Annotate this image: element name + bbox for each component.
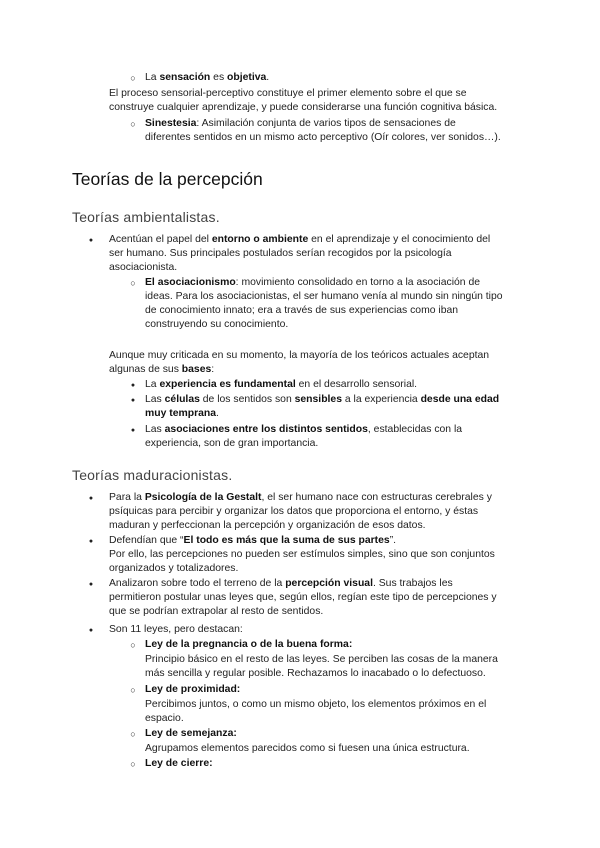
bullet — [86, 623, 96, 638]
bullet — [86, 534, 96, 549]
text-line: algunas de sus bases: — [109, 364, 215, 375]
text-line: asociacionista. — [109, 262, 178, 273]
text-line: Sinestesia: Asimilación conjunta de varios tipos de sensaciones de — [145, 118, 456, 129]
law-title: Ley de semejanza: — [145, 728, 237, 739]
subsection-heading: Teorías maduracionistas. — [72, 467, 233, 483]
text-line: construye cualquier aprendizaje, y puede considerarse una función cognitiva básica. — [109, 102, 498, 113]
text-line: El asociacionismo: movimiento consolidado en torno a la asociación de — [145, 277, 480, 288]
text-line: maduran y perfeccionan la percepción y organización de esos datos. — [109, 520, 426, 531]
text-line: Analizaron sobre todo el terreno de la percepción visual. Sus trabajos les — [109, 578, 453, 589]
text-line: espacio. — [145, 713, 184, 724]
text-line: Percibimos juntos, o como un mismo objeto, los elementos próximos en el — [145, 699, 487, 710]
bullet — [86, 491, 96, 506]
bullet — [128, 393, 138, 408]
text-line: Aunque muy criticada en su momento, la mayoría de los teóricos actuales aceptan — [109, 350, 490, 361]
law-title: Ley de cierre: — [145, 758, 213, 769]
sub-bullet — [128, 727, 138, 742]
bullet — [86, 577, 96, 592]
subsection-heading: Teorías ambientalistas. — [72, 209, 220, 225]
text-line: de conocimiento innato; era a través de sus experiencias como iban — [145, 305, 459, 316]
text-line: Las asociaciones entre los distintos sentidos, establecidas con la — [145, 424, 463, 435]
bullet — [128, 423, 138, 438]
text-line: diferentes sentidos en un mismo acto perceptivo (Oír colores, ver sonidos…). — [145, 132, 501, 143]
sub-bullet — [128, 757, 138, 772]
law-title: Ley de proximidad: — [145, 684, 241, 695]
text-line: más sencilla y regular posible. Rechazamos lo inacabado o lo defectuoso. — [145, 668, 486, 679]
text-line: Agrupamos elementos parecidos como si fuesen una única estructura. — [145, 743, 470, 754]
text-line: experiencia, son de gran importancia. — [145, 438, 319, 449]
text-line: El proceso sensorial-perceptivo constituye el primer elemento sobre el que se — [109, 88, 467, 99]
text-line: Defendían que “El todo es más que la suma de sus partes”. — [109, 535, 397, 546]
text-line: organizados y totalizadores. — [109, 563, 239, 574]
law-title: Ley de la pregnancia o de la buena forma: — [145, 639, 353, 650]
text-line: Son 11 leyes, pero destacan: — [109, 624, 243, 635]
text-line: permitieron postular unas leyes que, según ellos, regían este tipo de percepciones y — [109, 592, 497, 603]
bullet — [86, 233, 96, 248]
text-line: psíquicas para percibir y organizar los datos que proporciona el entorno, y éstas — [109, 506, 479, 517]
text-line: ser humano. Sus principales postulados serían recogidos por la psicología — [109, 248, 452, 259]
text-line: que se podrían extrapolar al resto de sentidos. — [109, 606, 324, 617]
sub-bullet — [128, 683, 138, 698]
text-line: Las células de los sentidos son sensibles a la experiencia desde una edad — [145, 394, 500, 405]
bullet — [128, 378, 138, 393]
sub-bullet — [128, 71, 138, 86]
sub-bullet — [128, 276, 138, 291]
section-heading: Teorías de la percepción — [72, 169, 263, 189]
text-line: muy temprana. — [145, 408, 219, 419]
text-line: Por ello, las percepciones no pueden ser estímulos simples, sino que son conjuntos — [109, 549, 495, 560]
text-line: Principio básico en el resto de las leyes. Se perciben las cosas de la manera — [145, 654, 498, 665]
text-line: ideas. Para los asociacionistas, el ser humano venía al mundo sin ningún tipo — [145, 291, 503, 302]
sub-bullet — [128, 638, 138, 653]
text-line: Para la Psicología de la Gestalt, el ser humano nace con estructuras cerebrales y — [109, 492, 492, 503]
sub-bullet — [128, 117, 138, 132]
text-line: construyendo su conocimiento. — [145, 319, 289, 330]
text-line: La experiencia es fundamental en el desarrollo sensorial. — [145, 379, 418, 390]
text-line: Acentúan el papel del entorno o ambiente en el aprendizaje y el conocimiento del — [109, 234, 491, 245]
text-line: La sensación es objetiva. — [145, 72, 270, 83]
